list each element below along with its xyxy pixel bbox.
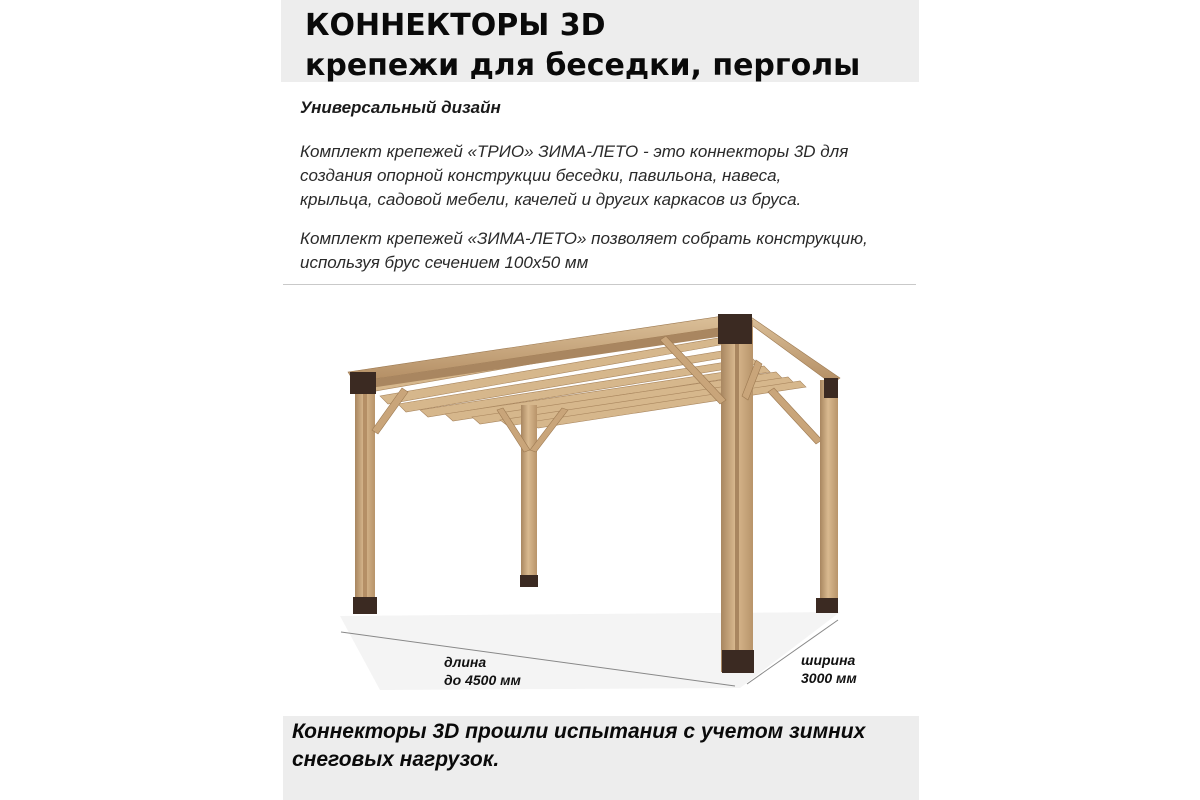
width-label-line: ширина [801,652,856,668]
description-line: используя брус сечением 100х50 мм [300,253,589,272]
length-label [444,653,521,689]
width-label-line: 3000 мм [801,670,857,686]
length-label-line: до 4500 мм [444,672,521,688]
back-post [520,405,538,587]
width-label [801,651,857,687]
section-label: Универсальный дизайн [300,98,501,117]
left-post [350,372,377,614]
length-label-line: длина [444,654,487,670]
footer-text-line: снеговых нагрузок. [292,748,500,771]
front-right-post [718,314,754,673]
page-subtitle: крепежи для беседки, перголы [305,48,861,83]
back-right-post [816,378,838,613]
description-line: Комплект крепежей «ТРИО» ЗИМА-ЛЕТО - это коннекторы 3D для [300,142,849,161]
description-line: создания опорной конструкции беседки, павильона, навеса, [300,166,782,185]
description-line: Комплект крепежей «ЗИМА-ЛЕТО» позволяет собрать конструкцию, [300,229,868,248]
description-paragraph-2 [300,227,868,275]
footer-text-line: Коннекторы 3D прошли испытания с учетом зимних [292,720,866,743]
divider [283,284,916,285]
description-paragraph-1 [300,140,848,212]
description-line: крыльца, садовой мебели, качелей и других каркасов из бруса. [300,190,802,209]
pergola-illustration [330,300,870,700]
ground-shadow [340,612,840,690]
page-title: КОННЕКТОРЫ 3D [305,8,606,43]
